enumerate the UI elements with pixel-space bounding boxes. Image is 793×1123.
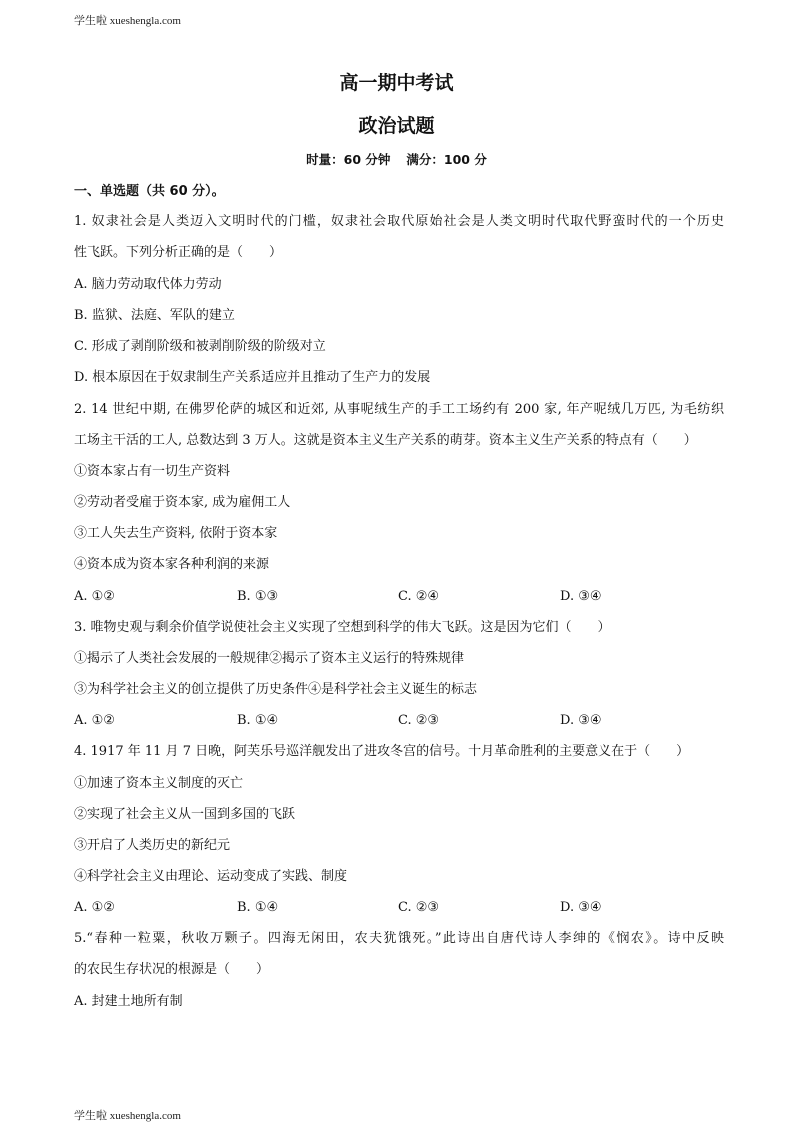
q2-options bbox=[74, 588, 724, 606]
q3-option-a: A. ①② bbox=[74, 713, 115, 728]
q2-statement-2: ②劳动者受雇于资本家, 成为雇佣工人 bbox=[74, 495, 291, 510]
q4-statement-2: ②实现了社会主义从一国到多国的飞跃 bbox=[74, 807, 296, 822]
q3-statements-34: ③为科学社会主义的创立提供了历史条件④是科学社会主义诞生的标志 bbox=[74, 682, 478, 697]
q2-stem-line2: 工场主干活的工人, 总数达到 3 万人。这就是资本主义生产关系的萌芽。资本主义生产关系的特点有（ ） bbox=[74, 433, 697, 448]
q1-option-a: A. 脑力劳动取代体力劳动 bbox=[74, 277, 222, 292]
q3-statements-12: ①揭示了人类社会发展的一般规律②揭示了资本主义运行的特殊规律 bbox=[74, 651, 465, 666]
q3-option-c: C. ②③ bbox=[398, 713, 440, 728]
q2-stem-line1: 2. 14 世纪中期, 在佛罗伦萨的城区和近郊, 从事呢绒生产的手工工场约有 200 家, 年产呢绒几万匹, 为毛纺织 bbox=[74, 402, 724, 417]
page-footer: 学生啦 xueshengla.com bbox=[74, 1110, 181, 1122]
q4-option-b: B. ①④ bbox=[237, 900, 279, 915]
q4-option-c: C. ②③ bbox=[398, 900, 440, 915]
section-heading: 一、单选题（共 60 分）。 bbox=[74, 184, 225, 199]
q2-option-b: B. ①③ bbox=[237, 589, 279, 604]
q3-option-b: B. ①④ bbox=[237, 713, 279, 728]
q4-statement-3: ③开启了人类历史的新纪元 bbox=[74, 838, 231, 853]
exam-score: 满分：100 分 bbox=[406, 152, 487, 167]
q2-statement-3: ③工人失去生产资料, 依附于资本家 bbox=[74, 526, 278, 541]
exam-time: 时量：60 分钟 bbox=[306, 152, 391, 167]
q4-statement-1: ①加速了资本主义制度的灭亡 bbox=[74, 776, 244, 791]
q1-option-d: D. 根本原因在于奴隶制生产关系适应并且推动了生产力的发展 bbox=[74, 370, 431, 385]
q2-statement-4: ④资本成为资本家各种利润的来源 bbox=[74, 557, 270, 572]
q1-stem-line1: 1. 奴隶社会是人类迈入文明时代的门槛，奴隶社会取代原始社会是人类文明时代取代野蛮时代的一个历史 bbox=[74, 214, 724, 229]
q2-option-a: A. ①② bbox=[74, 589, 115, 604]
q5-option-a: A. 封建土地所有制 bbox=[74, 994, 183, 1009]
q4-stem: 4. 1917 年 11 月 7 日晚，阿芙乐号巡洋舰发出了进攻冬宫的信号。十月革命胜利的主要意义在于（ ） bbox=[74, 744, 690, 759]
q2-option-c: C. ②④ bbox=[398, 589, 440, 604]
q3-options bbox=[74, 712, 724, 730]
q4-options bbox=[74, 899, 724, 917]
q2-option-d: D. ③④ bbox=[560, 589, 602, 604]
q5-stem-line2: 的农民生存状况的根源是（ ） bbox=[74, 962, 270, 977]
q3-stem: 3. 唯物史观与剩余价值学说使社会主义实现了空想到科学的伟大飞跃。这是因为它们（ ） bbox=[74, 620, 611, 635]
exam-title: 高一期中考试 bbox=[339, 72, 454, 94]
q4-statement-4: ④科学社会主义由理论、运动变成了实践、制度 bbox=[74, 869, 348, 884]
page-header: 学生啦 xueshengla.com bbox=[74, 15, 181, 27]
q1-option-c: C. 形成了剥削阶级和被剥削阶级的阶级对立 bbox=[74, 339, 326, 354]
exam-meta bbox=[0, 151, 793, 169]
q3-option-d: D. ③④ bbox=[560, 713, 602, 728]
q4-option-a: A. ①② bbox=[74, 900, 115, 915]
exam-subtitle: 政治试题 bbox=[358, 115, 435, 137]
q1-option-b: B. 监狱、法庭、军队的建立 bbox=[74, 308, 235, 323]
q5-stem-line1: 5.“春种一粒粟，秋收万颗子。四海无闲田，农夫犹饿死。”此诗出自唐代诗人李绅的《悯农》。诗中反映 bbox=[74, 931, 724, 946]
q1-stem-line2: 性飞跃。下列分析正确的是（ ） bbox=[74, 245, 283, 260]
q4-option-d: D. ③④ bbox=[560, 900, 602, 915]
q2-statement-1: ①资本家占有一切生产资料 bbox=[74, 464, 231, 479]
